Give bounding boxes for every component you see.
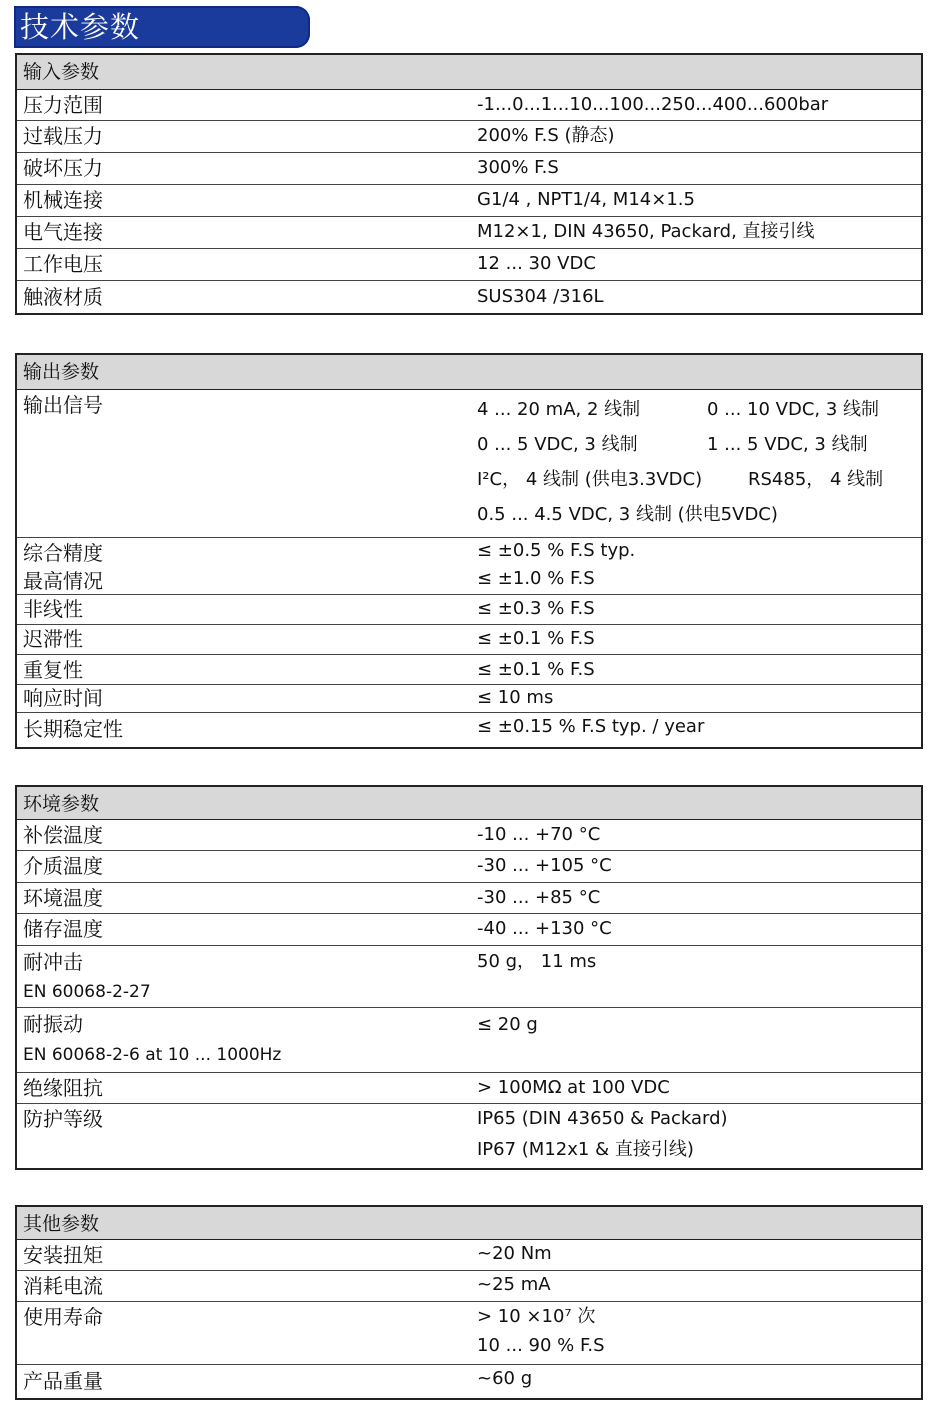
table-row (17, 249, 921, 281)
row-value: ~25 mA (477, 1274, 551, 1295)
row-label: 使用寿命 (23, 1305, 103, 1329)
row-label: 压力范围 (23, 93, 103, 117)
table-row (17, 1365, 921, 1398)
row-value: -30 ... +85 °C (477, 887, 601, 908)
table-row (17, 713, 921, 747)
table-header (17, 787, 921, 820)
table-header-label: 环境参数 (23, 793, 100, 815)
row-value: 50 g， 11 ms (477, 951, 597, 972)
row-value: -40 ... +130 °C (477, 918, 612, 939)
signal-line-1a: 4 ... 20 mA, 2 线制 (477, 399, 641, 420)
input-params-table (15, 53, 923, 315)
row-value: -1...0...1...10...100...250...400...600bar (477, 94, 829, 115)
row-value: ≤ ±0.5 % F.S typ. (477, 540, 636, 561)
table-row (17, 1271, 921, 1302)
row-value: ≤ 20 g (477, 1014, 538, 1035)
row-label: 重复性 (23, 658, 83, 682)
table-header-label: 输入参数 (23, 61, 100, 83)
table-row-output-signal (17, 390, 921, 538)
row-label: 消耗电流 (23, 1274, 103, 1298)
table-row (17, 90, 921, 121)
page-title: 技术参数 (20, 10, 141, 44)
table-row-protection (17, 1104, 921, 1168)
row-label: 储存温度 (23, 917, 103, 941)
row-value: ≤ ±0.3 % F.S (477, 598, 595, 619)
row-value: -30 ... +105 °C (477, 855, 612, 876)
row-label: 介质温度 (23, 854, 103, 878)
row-sublabel: EN 60068-2-27 (23, 982, 151, 1002)
row-label: 触液材质 (23, 285, 103, 309)
row-label: 过载压力 (23, 124, 103, 148)
table-header (17, 1207, 921, 1240)
row-label: 非线性 (23, 597, 83, 621)
row-label: 绝缘阻抗 (23, 1076, 103, 1100)
row-value: M12×1, DIN 43650, Packard, 直接引线 (477, 221, 815, 242)
row-value: 10 ... 90 % F.S (477, 1335, 605, 1356)
row-value: -10 ... +70 °C (477, 824, 601, 845)
row-label: 电气连接 (23, 220, 103, 244)
row-value: 200% F.S (静态) (477, 125, 615, 146)
row-value: 300% F.S (477, 157, 559, 178)
table-row (17, 883, 921, 914)
row-label: 迟滞性 (23, 627, 83, 651)
table-row-accuracy (17, 538, 921, 595)
table-header (17, 55, 921, 90)
row-value: SUS304 /316L (477, 286, 604, 307)
table-row (17, 851, 921, 883)
row-value: ≤ ±0.15 % F.S typ. / year (477, 716, 705, 737)
table-row-shock (17, 946, 921, 1008)
row-value: ≤ 10 ms (477, 687, 554, 708)
row-value: ≤ ±1.0 % F.S (477, 568, 595, 589)
row-label: 耐振动 (23, 1012, 83, 1036)
table-row (17, 281, 921, 313)
row-label: 机械连接 (23, 188, 103, 212)
signal-line-4: 0.5 ... 4.5 VDC, 3 线制 (供电5VDC) (477, 504, 778, 525)
row-label: 环境温度 (23, 886, 103, 910)
table-row (17, 1073, 921, 1104)
table-row (17, 595, 921, 625)
row-label: 综合精度 (23, 541, 103, 565)
table-row (17, 685, 921, 713)
other-params-table (15, 1205, 923, 1400)
table-row (17, 153, 921, 185)
row-label: 产品重量 (23, 1369, 103, 1393)
table-row-vibration (17, 1008, 921, 1073)
row-label: 输出信号 (23, 393, 103, 417)
row-value: > 100MΩ at 100 VDC (477, 1077, 670, 1098)
table-header-label: 其他参数 (23, 1213, 100, 1235)
env-params-table (15, 785, 923, 1170)
output-params-table (15, 353, 923, 749)
row-value: ≤ ±0.1 % F.S (477, 628, 595, 649)
row-label: 补偿温度 (23, 823, 103, 847)
signal-line-3b: RS485， 4 线制 (748, 469, 884, 490)
table-row (17, 820, 921, 851)
row-value: IP67 (M12x1 & 直接引线) (477, 1139, 694, 1160)
row-label: 安装扭矩 (23, 1243, 103, 1267)
row-label: 响应时间 (23, 686, 103, 710)
row-label: 长期稳定性 (23, 717, 123, 741)
row-value: 12 ... 30 VDC (477, 253, 596, 274)
row-value: > 10 ×10⁷ 次 (477, 1306, 596, 1327)
table-row (17, 217, 921, 249)
signal-line-2a: 0 ... 5 VDC, 3 线制 (477, 434, 638, 455)
row-value: G1/4 , NPT1/4, M14×1.5 (477, 189, 695, 210)
table-row (17, 914, 921, 946)
row-label: 工作电压 (23, 252, 103, 276)
table-row-life (17, 1302, 921, 1365)
table-row (17, 1240, 921, 1271)
row-label: 破坏压力 (23, 156, 103, 180)
signal-line-3a: I²C， 4 线制 (供电3.3VDC) (477, 469, 703, 490)
row-value: ≤ ±0.1 % F.S (477, 659, 595, 680)
row-value: ~60 g (477, 1368, 533, 1389)
table-row (17, 121, 921, 153)
table-row (17, 185, 921, 217)
signal-line-2b: 1 ... 5 VDC, 3 线制 (707, 434, 868, 455)
row-label: 耐冲击 (23, 950, 83, 974)
table-header-label: 输出参数 (23, 361, 100, 383)
row-sublabel: EN 60068-2-6 at 10 ... 1000Hz (23, 1045, 282, 1065)
row-value: IP65 (DIN 43650 & Packard) (477, 1108, 728, 1129)
section-title-bar (14, 6, 310, 48)
table-row (17, 625, 921, 655)
signal-line-1b: 0 ... 10 VDC, 3 线制 (707, 399, 880, 420)
row-label: 最高情况 (23, 569, 103, 593)
row-label: 防护等级 (23, 1107, 103, 1131)
table-row (17, 655, 921, 685)
table-header (17, 355, 921, 390)
row-value: ~20 Nm (477, 1243, 552, 1264)
